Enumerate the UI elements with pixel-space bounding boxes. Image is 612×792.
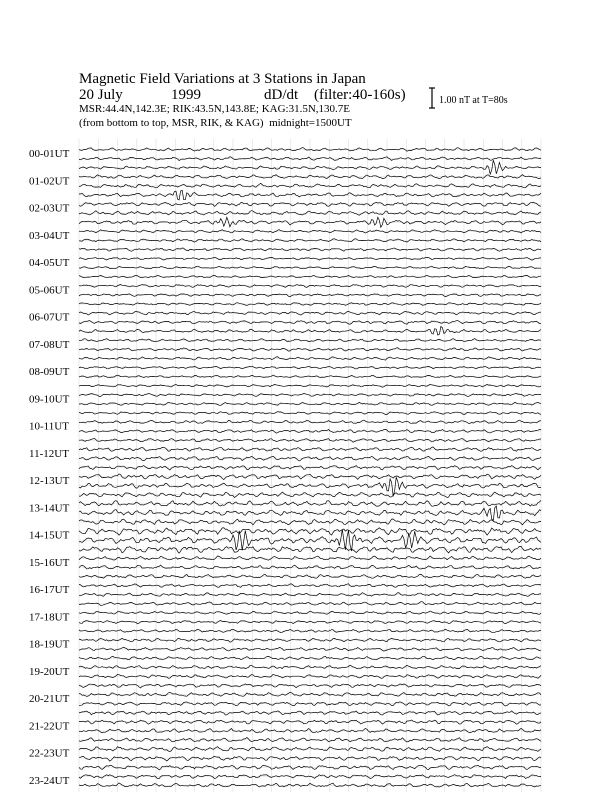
row-label: 01-02UT	[29, 175, 70, 188]
row-label: 18-19UT	[29, 638, 70, 651]
row-label: 11-12UT	[29, 447, 69, 460]
row-label: 07-08UT	[29, 338, 70, 351]
scale-bar	[429, 88, 435, 108]
row-label: 02-03UT	[29, 202, 70, 215]
scale-bar-label: 1.00 nT at T=80s	[439, 95, 508, 106]
row-labels	[29, 148, 70, 787]
row-label: 05-06UT	[29, 284, 70, 297]
chart-title: Magnetic Field Variations at 3 Stations in Japan	[79, 71, 366, 87]
filter-label: (filter:40-160s)	[314, 87, 406, 103]
quantity-label: dD/dt	[264, 87, 299, 103]
stations-label: MSR:44.4N,142.3E; RIK:43.5N,143.8E; KAG:31.5N,130.7E	[79, 103, 351, 115]
row-label: 17-18UT	[29, 611, 70, 624]
row-label: 08-09UT	[29, 366, 70, 378]
row-label: 23-24UT	[29, 774, 70, 787]
row-label: 10-11UT	[29, 420, 69, 433]
row-label: 22-23UT	[29, 747, 70, 760]
row-label: 00-01UT	[29, 148, 70, 160]
row-label: 15-16UT	[29, 556, 70, 569]
year-label: 1999	[171, 87, 201, 103]
row-label: 13-14UT	[29, 502, 70, 515]
row-label: 19-20UT	[29, 665, 70, 678]
order-note-text: (from bottom to top, MSR, RIK, & KAG)	[79, 117, 264, 129]
row-label: 03-04UT	[29, 229, 70, 242]
row-label: 09-10UT	[29, 393, 70, 406]
row-label: 14-15UT	[29, 529, 70, 542]
row-label: 06-07UT	[29, 311, 70, 324]
date-label: 20 July	[79, 87, 123, 103]
row-label: 12-13UT	[29, 475, 70, 487]
row-label: 21-22UT	[29, 720, 70, 733]
midnight-label: midnight=1500UT	[269, 117, 352, 129]
row-label: 04-05UT	[29, 257, 70, 269]
row-label: 20-21UT	[29, 693, 70, 705]
row-label: 16-17UT	[29, 584, 70, 596]
